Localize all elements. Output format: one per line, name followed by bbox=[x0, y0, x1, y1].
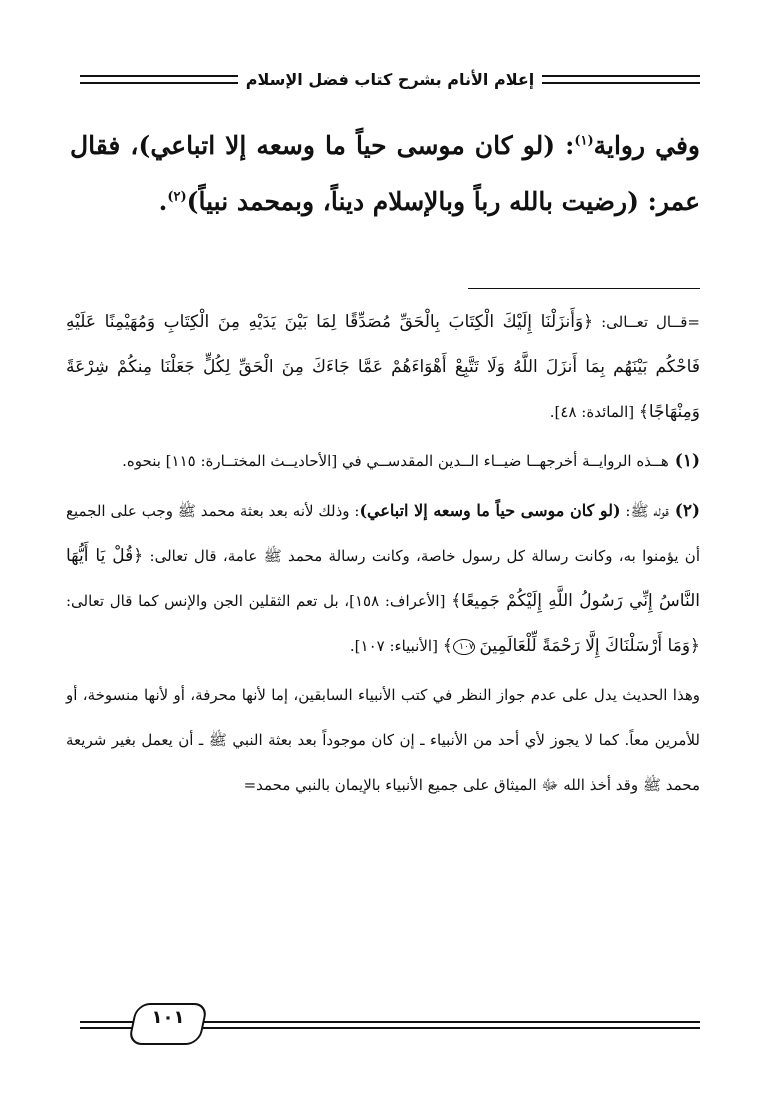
reference-maidah: [المائدة: ٤٨]. bbox=[549, 403, 639, 421]
quran-verse-anbiya-close: ﴾ bbox=[442, 636, 453, 656]
reference-anbiya: [الأنبياء: ١٠٧]. bbox=[349, 637, 443, 655]
main-text-start: وفي رواية bbox=[593, 131, 700, 160]
footnote-mark-1: (١) bbox=[574, 133, 594, 149]
footnote-2-lead: قوله ﷺ: bbox=[620, 502, 669, 520]
quran-verse-araf: ﴿قُلْ يَا أَيُّهَا النَّاسُ إِنِّي رَسُولُ اللَّهِ إِلَيْكُمْ جَمِيعًا﴾ bbox=[66, 546, 700, 611]
page-footer bbox=[80, 1000, 700, 1050]
footnote-1-number: (١) bbox=[674, 451, 700, 471]
footnote-2-quote: (لو كان موسى حياً ما وسعه إلا اتباعي) bbox=[359, 501, 621, 520]
running-header bbox=[80, 68, 700, 90]
main-text-quote: : (لو كان موسى حياً ما وسعه إلا اتباعي)، فقال عمر: (رضيت بالله رباً وبالإسلام ديناً، وبمحمد نبياً) bbox=[70, 131, 700, 216]
ayah-number-marker: ١٠٧ bbox=[453, 639, 475, 655]
running-header-title: إعلام الأنام بشرح كتاب فضل الإسلام bbox=[245, 69, 535, 89]
footnote-2-text: : وذلك لأنه بعد بعثة محمد ﷺ وجب على الجميع أن يؤمنوا به، وكانت رسالة كل رسول خاصة، وكانت رسالة محمد ﷺ عامة، قال تعالى: bbox=[66, 502, 700, 565]
footnote-2-number: (٢) bbox=[674, 501, 701, 521]
page-number: ١٠١ bbox=[151, 1007, 185, 1028]
header-rule-left bbox=[80, 75, 238, 84]
quran-verse-maidah: ﴿وَأَنزَلْنَا إِلَيْكَ الْكِتَابَ بِالْحَقِّ مُصَدِّقًا لِمَا بَيْنَ يَدَيْهِ مِنَ الْكِتَابِ وَمُهَيْمِنًا عَلَيْهِ فَاحْكُم بَيْنَهُم بِمَا أَنزَلَ اللَّهُ وَلَا تَتَّبِعْ أَهْوَاءَهُمْ عَمَّا جَاءَكَ مِنَ الْحَقِّ لِكُلٍّ جَعَلْنَا مِنكُمْ شِرْعَةً وَمِنْهَاجًا﴾ bbox=[66, 312, 700, 422]
footnote-continuation bbox=[66, 300, 700, 435]
quran-verse-anbiya: ﴿وَمَا أَرْسَلْنَاكَ إِلَّا رَحْمَةً لِّلْعَالَمِينَ bbox=[479, 636, 700, 656]
main-paragraph bbox=[70, 118, 700, 230]
footnote-mark-2: (٢) bbox=[167, 189, 187, 205]
footnote-2-paragraph-2: وهذا الحديث يدل على عدم جواز النظر في كتب الأنبياء السابقين، إما لأنها محرفة، أو لأنها منسوخة، أو للأمرين معاً. كما لا يجوز لأي أحد من الأنبياء ـ إن كان موجوداً بعد بعثة النبي ﷺ ـ أن يعمل بغير شريعة محمد ﷺ وقد أخذ الله ﷻ الميثاق على جميع الأنبياء بالإيمان بالنبي محمد= bbox=[66, 686, 700, 794]
header-rule-right bbox=[542, 75, 700, 84]
footnote-1 bbox=[66, 439, 700, 484]
footnote-1-text: هــذه الروايــة أخرجهــا ضيــاء الــدين المقدســي في [الأحاديــث المختــارة: ١١٥] بنحوه. bbox=[122, 452, 669, 470]
footnote-separator bbox=[468, 288, 700, 289]
footnotes-block bbox=[66, 300, 700, 812]
reference-araf: [الأعراف: ١٥٨]، بل تعم الثقلين الجن والإنس كما قال تعالى: bbox=[66, 592, 452, 610]
main-text-end: . bbox=[158, 187, 168, 216]
footnote-2 bbox=[66, 488, 700, 669]
continuation-lead: =قــال تعــالى: bbox=[593, 313, 700, 331]
